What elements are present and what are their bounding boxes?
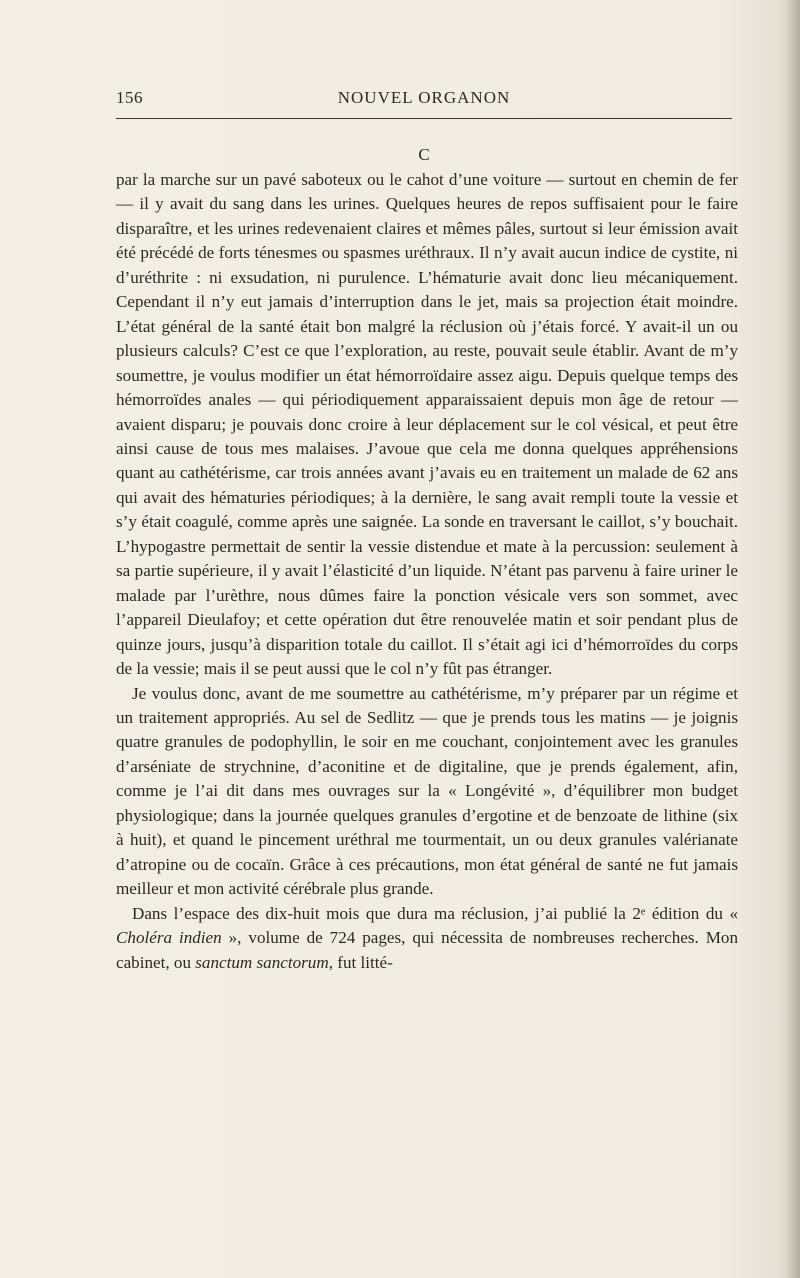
paragraph-3-text-end: , fut litté- xyxy=(328,952,393,972)
signature-mark: C xyxy=(418,145,430,164)
binding-shadow xyxy=(786,0,800,1278)
body-text xyxy=(116,168,738,975)
paragraph-3-text-start: Dans l’espace des dix-huit mois que dura ma réclusion, j’ai publié la 2ᵉ édition du « xyxy=(132,903,738,923)
paragraph-3 xyxy=(116,902,738,975)
sanctum-sanctorum: sanctum sanctorum xyxy=(195,952,329,972)
running-title: NOUVEL ORGANON xyxy=(337,88,511,107)
page-number: 156 xyxy=(116,88,143,107)
book-title-cholera: Choléra indien xyxy=(116,928,222,948)
paragraph-3-text-middle: », volume de 724 pages, qui nécessita de nombreuses recherches. Mon cabinet, ou xyxy=(116,928,739,972)
paragraph-2: Je voulus donc, avant de me soumettre au cathétérisme, m’y préparer par un régime et un traitement appropriés. Au sel de Sedlitz — que je prends tous les matins — je joignis quatre granules de podophyllin, le soir en me couchant, conjointement avec les granules d’arséniate de strychnine, d’aconitine et de digitaline, que je prends également, afin, comme je l’ai dit dans mes ouvrages sur la « Longévité », d’équilibrer mon budget physiologique; dans la journée quelques granules d’ergotine et de benzoate de lithine (six à huit), et quand le pincement uréthral me tourmentait, un ou deux granules valérianate d’atropine ou de cocaïn. Grâce à ces précautions, mon état général de santé ne fut jamais meilleur et mon activité cérébrale plus grande. xyxy=(116,683,738,899)
header-rule xyxy=(116,118,732,119)
page-header xyxy=(116,88,732,112)
paragraph-1: par la marche sur un pavé saboteux ou le cahot d’une voiture — surtout en chemin de fer — il y avait du sang dans les urines. Quelques heures de repos suffisaient pour le faire disparaître, et les urines redevenaient claires et mêmes pâles, surtout si leur émission avait été précédé de forts ténesmes ou spasmes uréthraux. Il n’y avait aucun indice de cystite, ni d’uréthrite : ni exsudation, ni purulence. L’hématurie avait donc lieu mécaniquement. Cependant il n’y eut jamais d’interruption dans le jet, mais sa projection était moindre. L’état général de la santé était bon malgré la réclusion où j’étais forcé. Y avait-il un ou plusieurs calculs? C’est ce que l’exploration, au reste, pouvait seule établir. Avant de m’y soumettre, je voulus modifier un état hémorroïdaire assez aigu. Depuis quelque temps des hémorroïdes anales — qui périodiquement apparaissaient depuis mon âge de retour — avaient disparu; je pouvais donc croire à leur déplacement sur le col vésical, et peut être ainsi cause de tous mes malaises. J’avoue que cela me donna quelques appréhensions quant au cathétérisme, car trois années avant j’avais eu en traitement un malade de 62 ans qui avait des hématuries périodiques; à la dernière, le sang avait rempli toute la vessie et s’y était coagulé, comme après une saignée. La sonde en traversant le caillot, s’y bouchait. L’hypogastre permettait de sentir la vessie distendue et mate à la percussion: seulement à sa partie supérieure, il y avait l’élasticité d’un liquide. N’étant pas parvenu à faire uriner le malade par l’urèthre, nous dûmes faire la ponction vésicale vers son sommet, avec l’appareil Dieulafoy; et cette opération dut être renouvelée matin et soir pendant plus de quinze jours, jusqu’à disparition totale du caillot. Il s’était agi ici d’hémorroïdes du corps de la vessie; mais il se peut aussi que le col n’y fût pas étranger. xyxy=(116,170,738,679)
